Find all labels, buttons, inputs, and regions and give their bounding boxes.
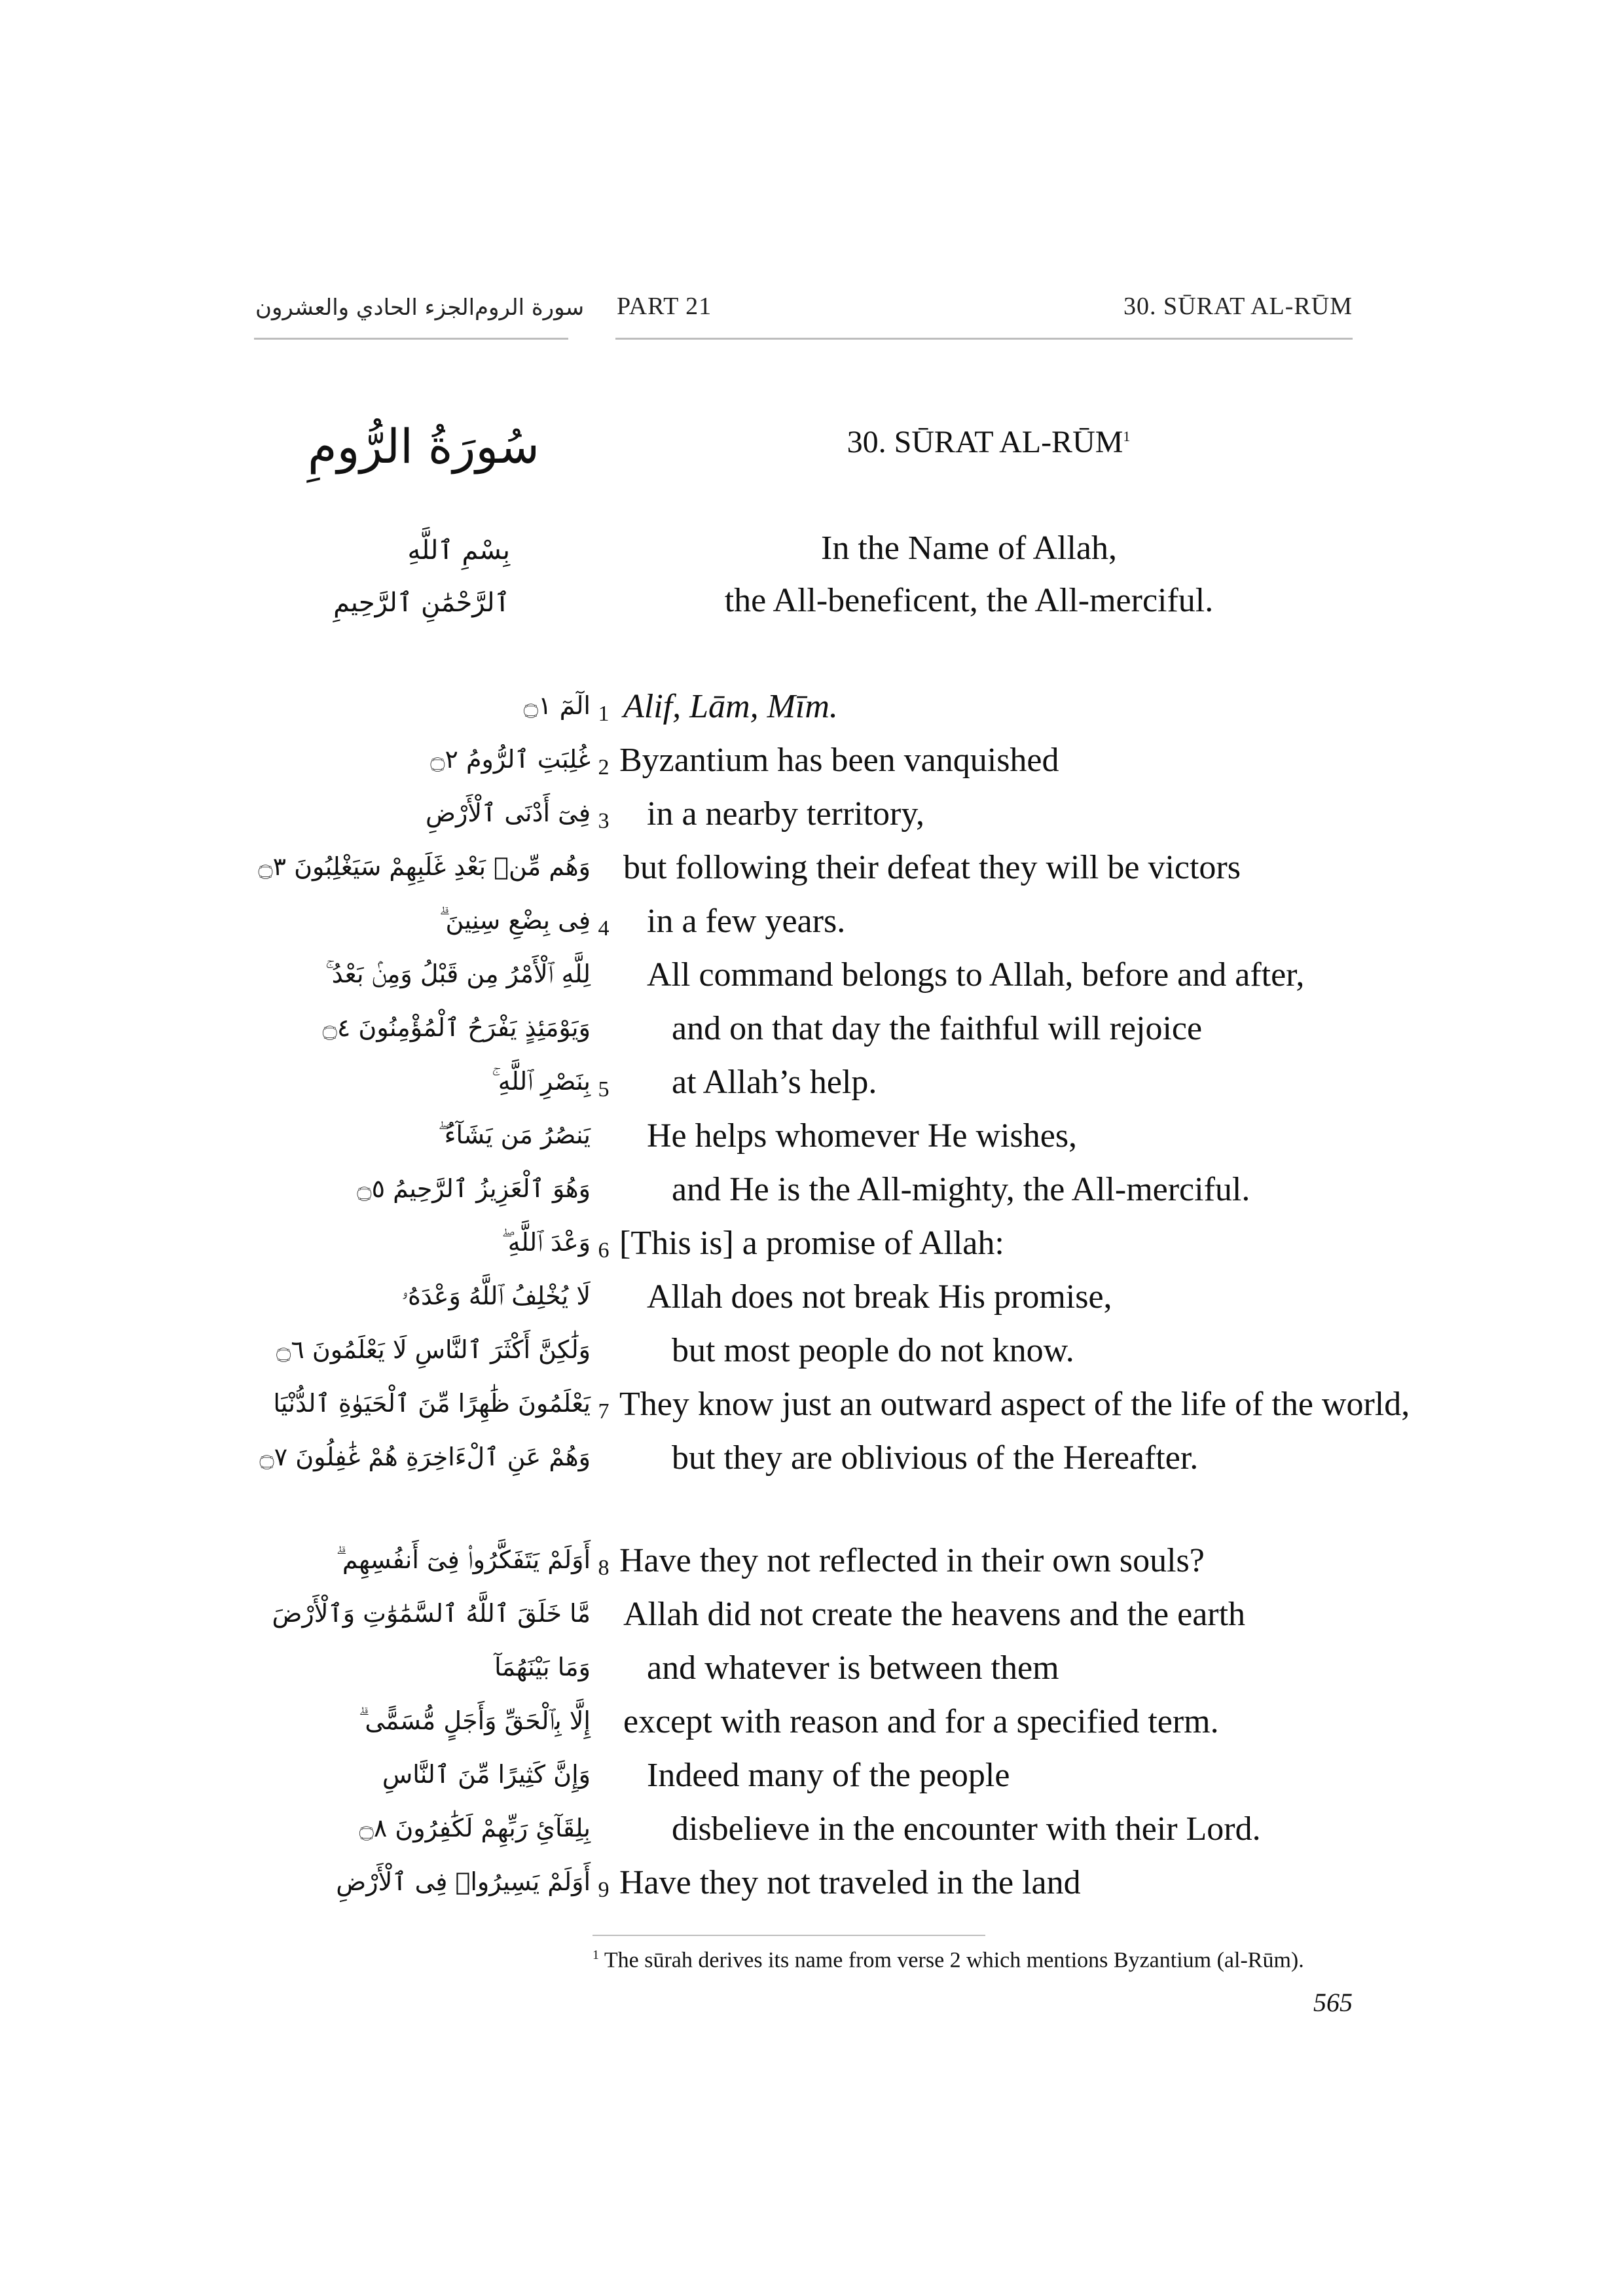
verse-line [0, 1009, 1623, 1063]
verse-english: Allah does not break His promise, [647, 1278, 1112, 1316]
verse-line [0, 1278, 1623, 1331]
verse-arabic: بِلِقَآئِ رَبِّهِمْ لَكَٰفِرُونَ ۝٨ [359, 1814, 591, 1842]
header-surah-arabic: سورة الروم [475, 295, 585, 321]
verse-english: but they are oblivious of the Hereafter. [672, 1439, 1199, 1477]
verse-number: 8 [598, 1556, 610, 1580]
verse-arabic: يَنصُرُ مَن يَشَآءُ ۖ [438, 1121, 591, 1149]
verse-line [0, 741, 1623, 795]
verse-line [0, 848, 1623, 902]
basmala-arabic-2: ٱلرَّحْمَٰنِ ٱلرَّحِيمِ [333, 588, 510, 618]
header-rule-right [615, 338, 1353, 340]
verse-english: Have they not reflected in their own souls? [619, 1542, 1205, 1579]
verse-arabic: وَيَوْمَئِذٍ يَفْرَحُ ٱلْمُؤْمِنُونَ ۝٤ [322, 1013, 591, 1042]
verse-line [0, 1385, 1623, 1439]
verse-arabic: وَعْدَ ٱللَّهِ ۖ [501, 1228, 591, 1257]
verse-arabic: وَهُمْ عَنِ ٱلْءَاخِرَةِ هُمْ غَٰفِلُونَ ۝٧ [259, 1443, 591, 1471]
header-juz-arabic: الجزء الحادي والعشرون [255, 295, 475, 321]
verse-line [0, 956, 1623, 1009]
footnote-rule [593, 1935, 985, 1936]
verse-english: Alif, Lām, Mīm. [623, 688, 838, 725]
verse-english: Have they not traveled in the land [619, 1864, 1081, 1901]
verse-line [0, 1063, 1623, 1117]
verse-line [0, 1439, 1623, 1492]
verse-english: except with reason and for a specified term. [623, 1703, 1219, 1740]
verse-line [0, 1595, 1623, 1649]
verse-english: and whatever is between them [647, 1649, 1059, 1687]
verse-line [0, 1541, 1623, 1595]
verse-number: 3 [598, 809, 610, 833]
verse-arabic: وَهُم مِّنۢ بَعْدِ غَلَبِهِمْ سَيَغْلِبُونَ ۝٣ [258, 852, 591, 881]
verse-number: 9 [598, 1878, 610, 1902]
verse-number: 1 [598, 702, 610, 726]
verse-line [0, 1649, 1623, 1702]
header-part: PART 21 [617, 293, 712, 320]
footnote-text: The sūrah derives its name from verse 2 which mentions Byzantium (al-Rūm). [604, 1948, 1304, 1973]
surah-title-english [694, 424, 1283, 460]
verse-number: 2 [598, 755, 610, 780]
basmala-english-2: the All-beneficent, the All-merciful. [724, 582, 1214, 619]
verse-arabic: وَهُوَ ٱلْعَزِيزُ ٱلرَّحِيمُ ۝٥ [357, 1174, 591, 1203]
verse-english: and on that day the faithful will rejoice [672, 1010, 1203, 1047]
surah-title-arabic: سُورَةُ الرُّومِ [308, 419, 539, 474]
verse-line [0, 902, 1623, 956]
verse-arabic: يَعْلَمُونَ ظَٰهِرًا مِّنَ ٱلْحَيَوٰةِ ٱلدُّنْيَا [273, 1389, 591, 1418]
verse-line [0, 1224, 1623, 1278]
verse-arabic: أَوَلَمْ يَتَفَكَّرُوا۟ فِىٓ أَنفُسِهِم ۗ [336, 1545, 591, 1574]
verse-english: Allah did not create the heavens and the earth [623, 1596, 1246, 1633]
verse-number: 4 [598, 916, 610, 941]
verse-arabic: وَلَٰكِنَّ أَكْثَرَ ٱلنَّاسِ لَا يَعْلَمُونَ ۝٦ [276, 1335, 591, 1364]
verse-number: 6 [598, 1238, 610, 1263]
verse-arabic: وَمَا بَيْنَهُمَآ [494, 1653, 591, 1681]
verse-number: 5 [598, 1077, 610, 1102]
verse-english: and He is the All-mighty, the All-merciful. [672, 1171, 1250, 1208]
verse-arabic: الٓمٓ ۝١ [523, 691, 591, 720]
verse-english: They know just an outward aspect of the life of the world, [619, 1386, 1410, 1423]
verse-english: but most people do not know. [672, 1332, 1074, 1369]
verse-line [0, 795, 1623, 848]
verse-arabic: أَوَلَمْ يَسِيرُوا۟ فِى ٱلْأَرْضِ [336, 1867, 591, 1896]
footnote-ref: 1 [1123, 428, 1131, 444]
page-number: 565 [1313, 1988, 1353, 2017]
verse-english: He helps whomever He wishes, [647, 1117, 1078, 1155]
verse-arabic: غُلِبَتِ ٱلرُّومُ ۝٢ [430, 745, 591, 774]
verse-arabic: فِىٓ أَدْنَى ٱلْأَرْضِ [426, 798, 591, 827]
verse-english: Byzantium has been vanquished [619, 742, 1059, 779]
verse-line [0, 1331, 1623, 1385]
verse-english: [This is] a promise of Allah: [619, 1225, 1004, 1262]
header-surah-english: 30. SŪRAT AL-RŪM [1123, 293, 1353, 320]
verse-english: Indeed many of the people [647, 1757, 1010, 1794]
header-rule-left [254, 338, 568, 340]
verse-line [0, 1863, 1623, 1917]
verse-arabic: إِلَّا بِٱلْحَقِّ وَأَجَلٍ مُّسَمًّى ۗ [358, 1706, 591, 1735]
verse-english: All command belongs to Allah, before and after, [647, 956, 1305, 994]
verse-english: at Allah’s help. [672, 1064, 877, 1101]
verse-arabic: لَا يُخْلِفُ ٱللَّهُ وَعْدَهُۥ [401, 1282, 591, 1310]
verse-line [0, 1756, 1623, 1810]
verse-line [0, 1170, 1623, 1224]
footnote [593, 1948, 1304, 1973]
verse-english: disbelieve in the encounter with their Lord. [672, 1810, 1261, 1848]
footnote-mark: 1 [593, 1948, 599, 1962]
verse-arabic: لِلَّهِ ٱلْأَمْرُ مِن قَبْلُ وَمِنۢ بَعْدُ ۚ [325, 960, 591, 988]
verse-arabic: وَإِنَّ كَثِيرًا مِّنَ ٱلنَّاسِ [382, 1760, 591, 1789]
verse-arabic: مَّا خَلَقَ ٱللَّهُ ٱلسَّمَٰوَٰتِ وَٱلْأَرْضَ [272, 1599, 591, 1628]
verse-line [0, 1117, 1623, 1170]
verse-english: in a few years. [647, 903, 846, 940]
verse-line [0, 1702, 1623, 1756]
verse-number: 7 [598, 1399, 610, 1424]
verse-english: in a nearby territory, [647, 795, 924, 833]
verse-arabic: فِى بِضْعِ سِنِينَ ۗ [439, 906, 591, 935]
basmala-english-1: In the Name of Allah, [821, 529, 1117, 567]
verse-line [0, 1810, 1623, 1863]
verse-english: but following their defeat they will be victors [623, 849, 1241, 886]
verse-arabic: بِنَصْرِ ٱللَّهِ ۚ [492, 1067, 591, 1096]
basmala-arabic-1: بِسْمِ ٱللَّهِ [407, 535, 510, 565]
verse-line [0, 687, 1623, 741]
surah-title-text: 30. SŪRAT AL-RŪM [847, 425, 1123, 459]
